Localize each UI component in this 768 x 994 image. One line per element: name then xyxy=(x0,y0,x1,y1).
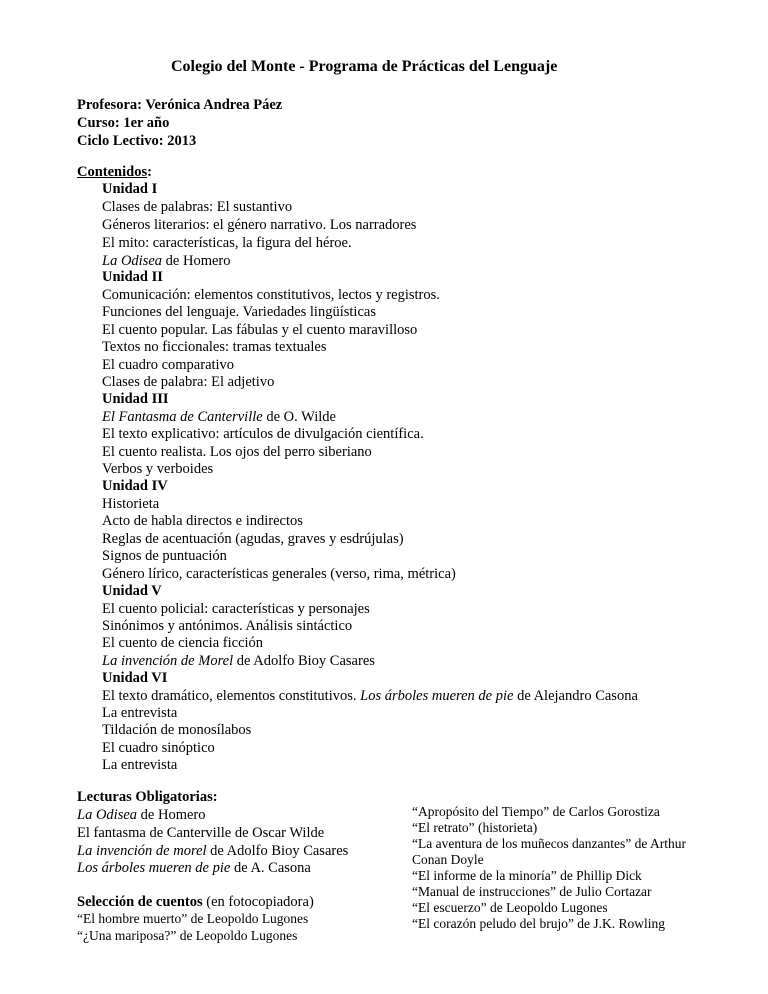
list-item: Historieta xyxy=(102,496,160,512)
list-item: El texto explicativo: artículos de divulgación científica. xyxy=(102,426,424,442)
reading-item xyxy=(77,859,311,877)
list-item: Tildación de monosílabos xyxy=(102,722,252,738)
work-author: de Alejandro Casona xyxy=(513,688,638,704)
list-item: Géneros literarios: el género narrativo. Los narradores xyxy=(102,217,417,233)
year-line: Ciclo Lectivo: 2013 xyxy=(77,133,197,149)
list-item: El cuento de ciencia ficción xyxy=(102,635,264,651)
list-item: Funciones del lenguaje. Variedades lingüísticas xyxy=(102,304,376,320)
readings-heading: Lecturas Obligatorias: xyxy=(77,789,218,805)
course-line: Curso: 1er año xyxy=(77,115,170,131)
selection-label: Selección de cuentos xyxy=(77,894,203,910)
story-item: “El corazón peludo del brujo” de J.K. Rowling xyxy=(412,916,666,931)
story-item: “Manual de instrucciones” de Julio Cortazar xyxy=(412,884,652,899)
unit-4-heading: Unidad IV xyxy=(102,478,168,494)
teacher-line: Profesora: Verónica Andrea Páez xyxy=(77,97,283,113)
list-item: El cuadro sinóptico xyxy=(102,740,215,756)
list-item: El mito: características, la figura del héroe. xyxy=(102,235,352,251)
story-item: Conan Doyle xyxy=(412,852,484,867)
story-item: “El escuerzo” de Leopoldo Lugones xyxy=(412,900,608,915)
work-title: La Odisea xyxy=(102,253,163,269)
list-item: La entrevista xyxy=(102,705,178,721)
selection-note: (en fotocopiadora) xyxy=(202,894,314,910)
list-item: Acto de habla directos e indirectos xyxy=(102,513,303,529)
reading-title: La invención de morel xyxy=(77,843,207,859)
line-text: El texto dramático, elementos constitutivos. xyxy=(102,688,361,704)
list-item: Textos no ficcionales: tramas textuales xyxy=(102,339,327,355)
contents-colon: : xyxy=(147,164,152,180)
list-item: Comunicación: elementos constitutivos, lectos y registros. xyxy=(102,287,440,303)
reading-title: La Odisea xyxy=(77,807,138,823)
story-item: “El informe de la minoría” de Phillip Dick xyxy=(412,868,642,883)
story-item: “La aventura de los muñecos danzantes” de Arthur xyxy=(412,836,687,851)
work-title: Los árboles mueren de pie xyxy=(360,688,514,704)
story-item: “El hombre muerto” de Leopoldo Lugones xyxy=(77,911,309,926)
list-item: Reglas de acentuación (agudas, graves y esdrújulas) xyxy=(102,531,404,547)
list-item: El cuento realista. Los ojos del perro siberiano xyxy=(102,444,372,460)
unit-2-heading: Unidad II xyxy=(102,269,163,285)
list-item: Sinónimos y antónimos. Análisis sintáctico xyxy=(102,618,353,634)
reading-item xyxy=(77,806,205,824)
reading-author: de A. Casona xyxy=(230,860,311,876)
unit-1-heading: Unidad I xyxy=(102,181,158,197)
work-title: El Fantasma de Canterville xyxy=(102,409,263,425)
reading-author: de Adolfo Bioy Casares xyxy=(206,843,349,859)
unit-6-heading: Unidad VI xyxy=(102,670,168,686)
unit-6-first-line xyxy=(102,687,638,705)
work-author: de Homero xyxy=(162,253,231,269)
unit-3-heading: Unidad III xyxy=(102,391,169,407)
list-item: El cuadro comparativo xyxy=(102,357,235,373)
reading-item: El fantasma de Canterville de Oscar Wilde xyxy=(77,825,325,841)
unit-5-work xyxy=(102,652,375,670)
unit-3-work xyxy=(102,408,336,426)
list-item: Signos de puntuación xyxy=(102,548,227,564)
list-item: Clases de palabras: El sustantivo xyxy=(102,199,293,215)
reading-author: de Homero xyxy=(137,807,206,823)
list-item: Género lírico, características generales (verso, rima, métrica) xyxy=(102,566,456,582)
list-item: Clases de palabra: El adjetivo xyxy=(102,374,275,390)
list-item: La entrevista xyxy=(102,757,178,773)
work-author: de O. Wilde xyxy=(262,409,336,425)
page-title: Colegio del Monte - Programa de Prácticas del Lenguaje xyxy=(171,58,558,75)
unit-5-heading: Unidad V xyxy=(102,583,162,599)
story-item: “Apropósito del Tiempo” de Carlos Gorostiza xyxy=(412,804,660,819)
selection-heading xyxy=(77,893,314,911)
list-item: El cuento policial: características y personajes xyxy=(102,601,370,617)
work-author: de Adolfo Bioy Casares xyxy=(233,653,375,669)
story-item: “El retrato” (historieta) xyxy=(412,820,538,835)
contents-heading xyxy=(77,163,152,181)
contents-label: Contenidos xyxy=(77,164,148,180)
story-item: “¿Una mariposa?” de Leopoldo Lugones xyxy=(77,928,298,943)
reading-item xyxy=(77,842,348,860)
list-item: El cuento popular. Las fábulas y el cuento maravilloso xyxy=(102,322,418,338)
list-item: Verbos y verboides xyxy=(102,461,214,477)
work-title: La invención de Morel xyxy=(102,653,234,669)
reading-title: Los árboles mueren de pie xyxy=(77,860,231,876)
